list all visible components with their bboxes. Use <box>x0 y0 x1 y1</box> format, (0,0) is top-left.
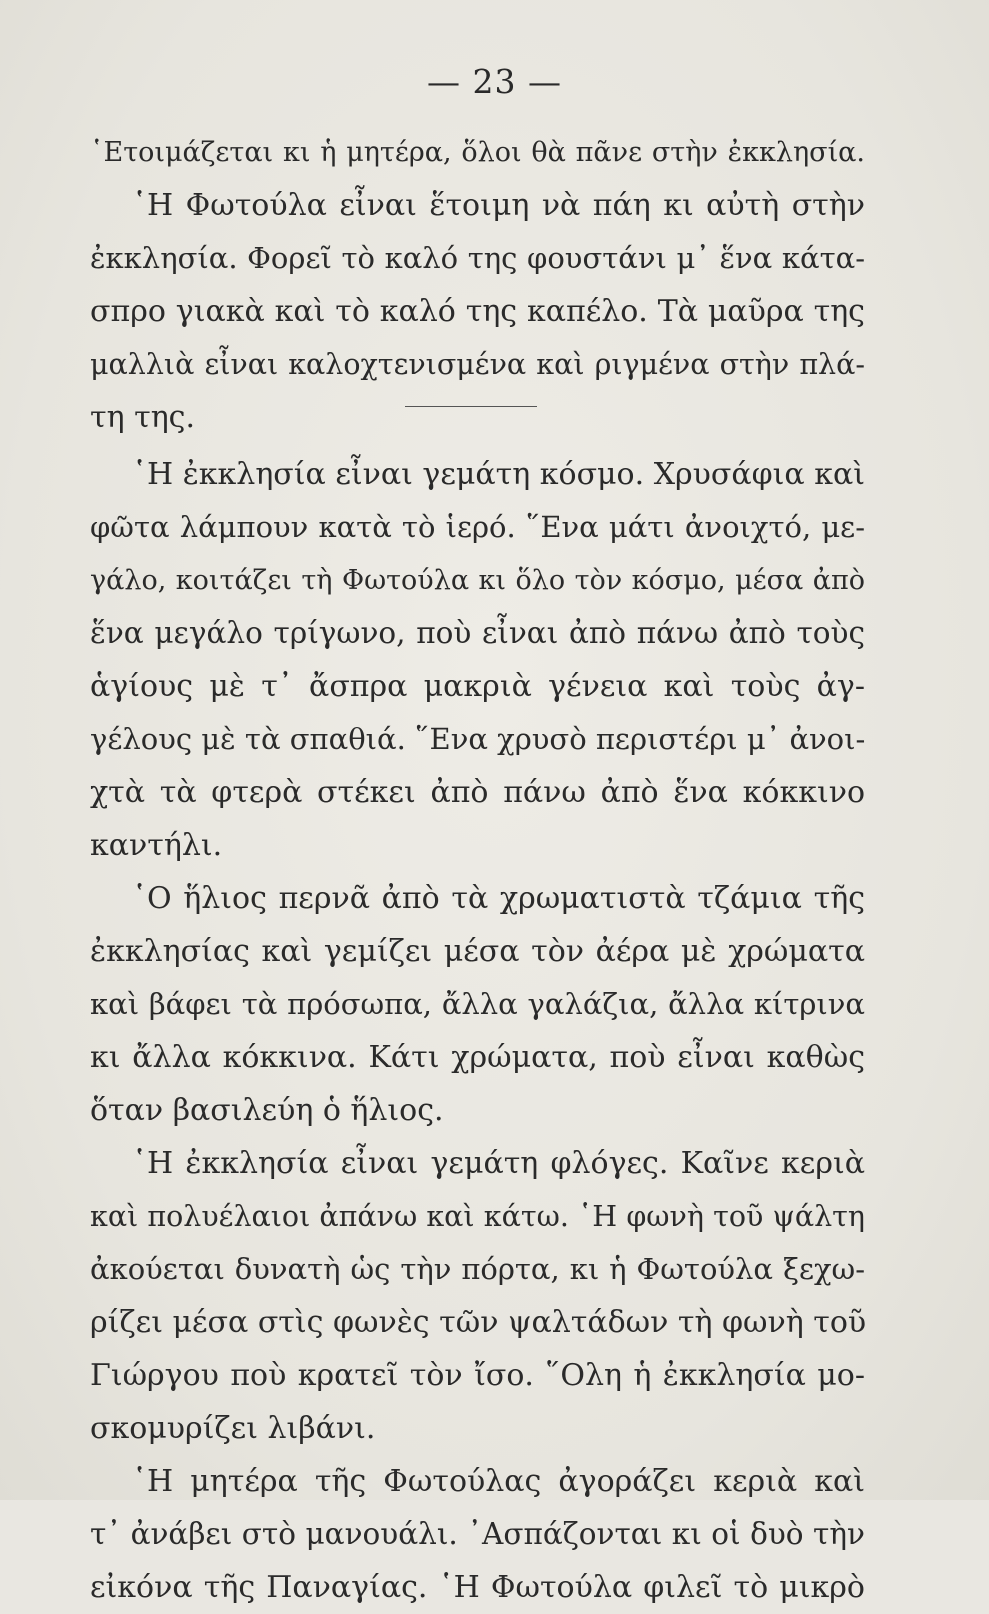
text-line: ῾Η Φωτούλα εἶναι ἕτοιμη νὰ πάη κι αὐτὴ στὴν <box>132 188 865 223</box>
text-line: ἐκκλησία. Φορεῖ τὸ καλό της φουστάνι μ᾿ ἕνα κάτα- <box>90 241 865 275</box>
text-line: καὶ πολυέλαιοι ἀπάνω καὶ κάτω. ῾Η φωνὴ τοῦ ψάλτη <box>90 1200 865 1233</box>
text-line: εἰκόνα τῆς Παναγίας. ῾Η Φωτούλα φιλεῖ τὸ μικρὸ <box>90 1570 865 1605</box>
text-line: ἁγίους μὲ τ᾿ ἄσπρα μακριὰ γένεια καὶ τοὺς ἀγ- <box>90 669 865 704</box>
text-line: καὶ βάφει τὰ πρόσωπα, ἄλλα γαλάζια, ἄλλα κίτρινα <box>90 987 865 1021</box>
paragraph-block-2 <box>90 448 865 1614</box>
text-line: σπρο γιακὰ καὶ τὸ καλό της καπέλο. Τὰ μαῦρα της <box>90 294 865 329</box>
text-line: ἕνα μεγάλο τρίγωνο, ποὺ εἶναι ἀπὸ πάνω ἀπὸ τοὺς <box>90 616 865 650</box>
text-line: φῶτα λάμπουν κατὰ τὸ ἱερό. ῞Ενα μάτι ἀνοιχτό, με- <box>90 510 865 544</box>
text-line: ρίζει μέσα στὶς φωνὲς τῶν ψαλτάδων τὴ φωνὴ τοῦ <box>90 1305 867 1340</box>
text-line: κι ἄλλα κόκκινα. Κάτι χρώματα, ποὺ εἶναι καθὼς <box>90 1040 865 1075</box>
text-line: χτὰ τὰ φτερὰ στέκει ἀπὸ πάνω ἀπὸ ἕνα κόκκινο <box>90 775 865 810</box>
text-line: ῾Η μητέρα τῆς Φωτούλας ἀγοράζει κεριὰ καὶ <box>132 1464 865 1499</box>
paragraph-block-1 <box>90 126 865 444</box>
text-line: ἀκούεται δυνατὴ ὡς τὴν πόρτα, κι ἡ Φωτούλα ξεχω- <box>90 1252 865 1286</box>
text-line: Γιώργου ποὺ κρατεῖ τὸν ἴσο. ῞Ολη ἡ ἐκκλησία μο- <box>90 1358 865 1393</box>
text-line: ῾Ο ἥλιος περνᾶ ἀπὸ τὰ χρωματιστὰ τζάμια τῆς <box>132 881 865 916</box>
text-line: γάλο, κοιτάζει τὴ Φωτούλα κι ὅλο τὸν κόσμο, μέσα ἀπὸ <box>90 565 865 596</box>
section-divider <box>405 406 537 407</box>
text-line: τ᾿ ἀνάβει στὸ μανουάλι. ᾿Ασπάζονται κι οἱ δυὸ τὴν <box>90 1517 865 1551</box>
text-line: ῾Ετοιμάζεται κι ἡ μητέρα, ὅλοι θὰ πᾶνε στὴν ἐκκλησία. <box>90 137 865 168</box>
text-line: ὅταν βασιλεύη ὁ ἥλιος. <box>90 1093 444 1128</box>
text-line: τη της. <box>90 400 196 435</box>
text-line: μαλλιὰ εἶναι καλοχτενισμένα καὶ ριγμένα στὴν πλά- <box>90 348 865 381</box>
text-line: ῾Η ἐκκλησία εἶναι γεμάτη κόσμο. Χρυσάφια καὶ <box>132 457 865 492</box>
text-line: καντήλι. <box>90 828 223 863</box>
text-line: σκομυρίζει λιβάνι. <box>90 1411 376 1446</box>
page-number: — 23 — <box>427 62 562 101</box>
text-line: γέλους μὲ τὰ σπαθιά. ῞Ενα χρυσὸ περιστέρι μ᾿ ἀνοι- <box>90 722 866 756</box>
text-line: ἐκκλησίας καὶ γεμίζει μέσα τὸν ἀέρα μὲ χρώματα <box>90 934 865 969</box>
text-line: ῾Η ἐκκλησία εἶναι γεμάτη φλόγες. Καῖνε κεριὰ <box>132 1146 865 1181</box>
